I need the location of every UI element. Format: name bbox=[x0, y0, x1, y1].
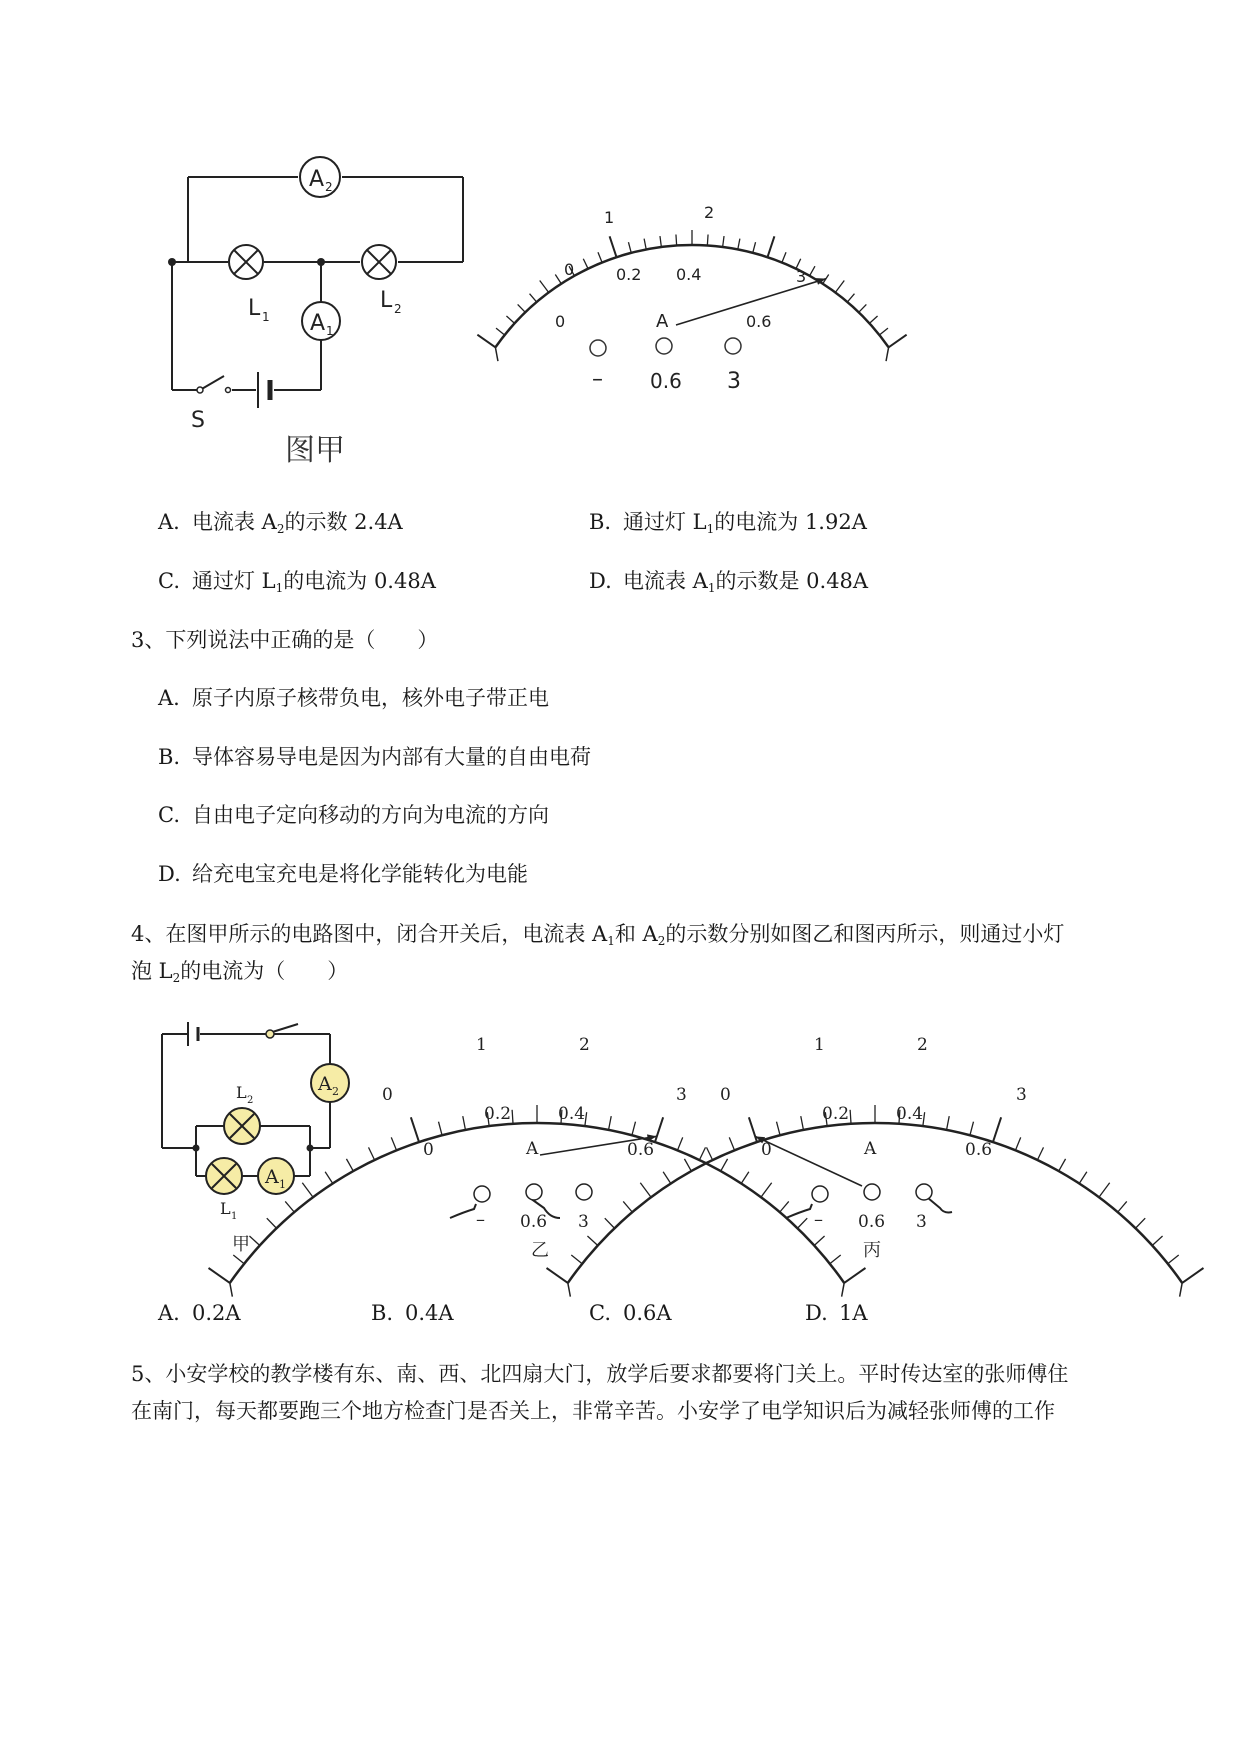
option-sub: 1 bbox=[707, 581, 716, 595]
meter2-terminal-label-neg: – bbox=[476, 1209, 485, 1230]
scale-tick bbox=[835, 280, 844, 292]
meter3-top-0: 0 bbox=[720, 1085, 731, 1105]
scale-end-cap bbox=[842, 1283, 845, 1297]
q4-option-a[interactable] bbox=[158, 1298, 241, 1328]
option-text: 通过灯 L bbox=[192, 569, 276, 593]
meter3-terminal-label-3: 3 bbox=[916, 1212, 927, 1232]
ammeter-a2-icon bbox=[311, 1064, 349, 1102]
meter3-terminal-3 bbox=[916, 1184, 932, 1200]
option-text: 0.6A bbox=[623, 1301, 672, 1325]
ammeter-dial-yi bbox=[380, 1028, 690, 1263]
meter2-top-3: 3 bbox=[676, 1085, 687, 1105]
option-text: 给充电宝充电是将化学能转化为电能 bbox=[192, 862, 528, 886]
meter1-unit: A bbox=[656, 311, 669, 332]
q3-option-d[interactable] bbox=[158, 859, 528, 889]
scale-tick bbox=[970, 1122, 974, 1136]
q4-stem-part: 的电流为（ ） bbox=[180, 959, 349, 983]
scale-tick bbox=[844, 1268, 865, 1283]
scale-tick bbox=[850, 1110, 851, 1124]
option-text: 原子内原子核带负电，核外电子带正电 bbox=[192, 686, 549, 710]
meter3-unit: A bbox=[864, 1139, 877, 1159]
meter2-terminal-06 bbox=[526, 1184, 542, 1200]
meter-needle bbox=[755, 1136, 862, 1186]
option-text: 通过灯 L bbox=[623, 510, 707, 534]
fig2-a2-label: A bbox=[318, 1073, 332, 1095]
meter2-bottom-06: 0.6 bbox=[627, 1140, 655, 1160]
scale-tick bbox=[530, 294, 537, 302]
scale-tick bbox=[889, 335, 907, 348]
fig2-l1-sub: 1 bbox=[231, 1211, 238, 1222]
scale-tick bbox=[947, 1116, 950, 1130]
scale-tick bbox=[749, 1117, 757, 1142]
scale-end-cap bbox=[1180, 1283, 1183, 1297]
scale-tick bbox=[879, 328, 888, 335]
q3-option-a[interactable] bbox=[158, 683, 549, 713]
scale-tick bbox=[598, 252, 602, 262]
meter1-bottom-0: 0 bbox=[555, 312, 566, 331]
scale-tick bbox=[411, 1117, 419, 1142]
option-letter: A. bbox=[158, 1301, 180, 1325]
scale-tick bbox=[810, 266, 815, 276]
meter1-top-0: 0 bbox=[564, 260, 575, 279]
lamp-l2-icon bbox=[224, 1108, 260, 1144]
q3-option-b[interactable] bbox=[158, 742, 591, 772]
scale-tick bbox=[632, 1122, 636, 1136]
q5-line2: 在南门，每天都要跑三个地方检查门是否关上，非常辛苦。小安学了电学知识后为减轻张师傅的工作 bbox=[131, 1399, 1055, 1423]
scale-tick bbox=[993, 1117, 1001, 1142]
scale-tick bbox=[782, 252, 786, 262]
meter1-terminal-3 bbox=[725, 338, 741, 354]
ammeter-dial-bing bbox=[718, 1028, 1038, 1263]
option-text-tail: 的电流为 0.48A bbox=[283, 569, 436, 593]
scale-tick bbox=[610, 236, 617, 257]
option-letter: A. bbox=[158, 686, 180, 710]
fig2-a1-sub: 1 bbox=[279, 1178, 286, 1191]
option-letter: D. bbox=[805, 1301, 828, 1325]
scale-end-cap bbox=[886, 347, 889, 361]
scale-tick bbox=[801, 1116, 804, 1130]
scale-tick bbox=[463, 1116, 466, 1130]
meter3-top-1: 1 bbox=[814, 1035, 825, 1055]
q3-option-c[interactable] bbox=[158, 800, 549, 830]
scale-tick bbox=[1152, 1236, 1162, 1245]
scale-tick bbox=[209, 1268, 230, 1283]
meter1-top-2: 2 bbox=[704, 203, 715, 222]
fig2-l2-label: L bbox=[236, 1083, 247, 1102]
scale-tick bbox=[859, 304, 867, 312]
scale-tick bbox=[1079, 1172, 1087, 1184]
scale-tick bbox=[1118, 1201, 1127, 1212]
q2-option-c[interactable] bbox=[158, 566, 436, 596]
fig2-l2-sub: 2 bbox=[247, 1095, 254, 1106]
meter1-terminal-label-3: 3 bbox=[727, 369, 741, 394]
q4-option-c[interactable] bbox=[589, 1298, 672, 1328]
meter1-terminal-06 bbox=[656, 338, 672, 354]
q4-stem-part: 和 A bbox=[614, 922, 658, 946]
scale-tick bbox=[847, 294, 854, 302]
meter1-bottom-06: 0.6 bbox=[746, 312, 772, 331]
meter1-terminal-label-06: 0.6 bbox=[650, 369, 682, 393]
scale-tick bbox=[707, 1147, 713, 1160]
fig2-caption-jia: 甲 bbox=[232, 1234, 250, 1255]
option-text: 1A bbox=[839, 1301, 868, 1325]
option-text: 自由电子定向移动的方向为电流的方向 bbox=[192, 803, 549, 827]
lamp-l1-icon bbox=[229, 245, 263, 279]
ammeter-dial-fig1 bbox=[555, 203, 830, 395]
a2-sub: 2 bbox=[325, 180, 333, 194]
meter2-top-2: 2 bbox=[579, 1035, 590, 1055]
scale-tick bbox=[1059, 1159, 1066, 1171]
a2-label: A bbox=[309, 167, 325, 192]
option-text: 导体容易导电是因为内部有大量的自由电荷 bbox=[192, 745, 591, 769]
scale-tick bbox=[677, 1137, 682, 1150]
meter3-caption: 丙 bbox=[863, 1240, 881, 1261]
fig2-a1-label: A bbox=[265, 1166, 279, 1188]
scale-tick bbox=[729, 1137, 734, 1150]
scale-tick bbox=[869, 316, 877, 323]
meter3-terminal-label-06: 0.6 bbox=[858, 1212, 886, 1232]
scale-arc bbox=[495, 245, 888, 347]
scale-tick bbox=[777, 1122, 781, 1136]
q2-option-d[interactable] bbox=[589, 566, 868, 596]
scale-tick bbox=[1182, 1268, 1203, 1283]
scale-tick bbox=[1037, 1147, 1043, 1160]
option-letter: B. bbox=[158, 745, 181, 769]
scale-tick bbox=[628, 242, 631, 253]
option-letter: B. bbox=[589, 510, 612, 534]
meter1-bottom-04: 0.4 bbox=[676, 265, 702, 284]
scale-tick bbox=[609, 1116, 612, 1130]
lamp-l2-icon bbox=[362, 245, 396, 279]
scale-tick bbox=[1015, 1137, 1020, 1150]
q2-option-a[interactable] bbox=[158, 507, 403, 537]
meter2-unit: A bbox=[526, 1139, 539, 1159]
scale-tick bbox=[923, 1112, 925, 1126]
meter3-terminal-label-neg: – bbox=[814, 1209, 823, 1230]
scale-tick bbox=[555, 274, 561, 283]
scale-tick bbox=[583, 259, 588, 269]
option-sub: 2 bbox=[276, 522, 285, 536]
q4-stem-sub: 2 bbox=[657, 934, 666, 948]
fig2-l1-label: L bbox=[220, 1199, 231, 1218]
circuit-diagram-fig1 bbox=[160, 150, 530, 480]
option-text-tail: 的示数是 0.48A bbox=[715, 569, 869, 593]
l2-sub: 2 bbox=[394, 302, 402, 316]
meter3-terminal-06 bbox=[864, 1184, 880, 1200]
option-text: 0.2A bbox=[192, 1301, 241, 1325]
lamp-l1-icon bbox=[206, 1158, 242, 1194]
meter3-terminal-neg bbox=[812, 1186, 828, 1202]
scale-end-cap bbox=[568, 1283, 571, 1297]
option-letter: C. bbox=[158, 803, 180, 827]
q4-stem-line2 bbox=[131, 956, 348, 986]
q4-stem-sub: 1 bbox=[607, 934, 615, 948]
l2-label: L bbox=[380, 288, 393, 313]
fig2-a2-sub: 2 bbox=[332, 1085, 339, 1098]
q4-stem-part: 的示数分别如图乙和图丙所示，则通过小灯 bbox=[665, 922, 1065, 946]
meter1-bottom-02: 0.2 bbox=[616, 265, 642, 284]
scale-tick bbox=[547, 1268, 568, 1283]
l1-sub: 1 bbox=[262, 310, 270, 324]
meter3-bottom-0: 0 bbox=[761, 1140, 772, 1160]
option-letter: D. bbox=[589, 569, 612, 593]
ammeter-a1-icon bbox=[302, 302, 340, 340]
q4-stem-line1 bbox=[131, 919, 1064, 949]
scale-tick bbox=[1135, 1218, 1145, 1228]
meter3-bottom-04: 0.4 bbox=[896, 1104, 924, 1124]
option-letter: C. bbox=[589, 1301, 611, 1325]
scale-tick bbox=[660, 236, 661, 247]
fig1-caption: 图甲 bbox=[285, 433, 345, 468]
meter2-caption: 乙 bbox=[531, 1240, 549, 1261]
meter2-top-0: 0 bbox=[382, 1085, 393, 1105]
l1-label: L bbox=[248, 296, 261, 321]
q2-option-b[interactable] bbox=[589, 507, 867, 537]
option-letter: B. bbox=[371, 1301, 394, 1325]
meter1-top-1: 1 bbox=[604, 208, 615, 227]
meter2-terminal-3 bbox=[576, 1184, 592, 1200]
a1-sub: 1 bbox=[326, 324, 334, 338]
meter2-top-1: 1 bbox=[476, 1035, 487, 1055]
q4-stem-sub: 2 bbox=[172, 971, 181, 985]
option-letter: C. bbox=[158, 569, 180, 593]
meter1-terminal-label-neg: – bbox=[592, 367, 603, 392]
meter3-bottom-02: 0.2 bbox=[822, 1104, 850, 1124]
option-text: 电流表 A bbox=[192, 510, 277, 534]
meter2-terminal-label-3: 3 bbox=[578, 1212, 589, 1232]
scale-tick bbox=[391, 1137, 396, 1150]
meter1-top-3: 3 bbox=[796, 267, 807, 286]
option-text: 0.4A bbox=[405, 1301, 454, 1325]
scale-end-cap bbox=[230, 1283, 233, 1297]
meter3-bottom-06: 0.6 bbox=[965, 1140, 993, 1160]
scale-tick bbox=[707, 235, 708, 246]
meter3-top-3: 3 bbox=[1016, 1085, 1027, 1105]
circuit-diagram-fig2 bbox=[150, 1018, 370, 1258]
ammeter-a2-icon bbox=[300, 157, 340, 197]
option-sub: 1 bbox=[275, 581, 284, 595]
q4-stem-part: 4、在图甲所示的电路图中，闭合开关后，电流表 A bbox=[131, 922, 608, 946]
option-letter: D. bbox=[158, 862, 181, 886]
scale-tick bbox=[676, 235, 677, 246]
q4-stem-part: 泡 L bbox=[131, 959, 173, 983]
q5-line1: 5、小安学校的教学楼有东、南、西、北四扇大门，放学后要求都要将门关上。平时传达室的张师傅住 bbox=[131, 1362, 1069, 1386]
meter3-top-2: 2 bbox=[917, 1035, 928, 1055]
scale-tick bbox=[655, 1117, 663, 1142]
meter2-bottom-02: 0.2 bbox=[484, 1104, 512, 1124]
scale-tick bbox=[540, 280, 549, 292]
q4-option-b[interactable] bbox=[371, 1298, 454, 1328]
scale-tick bbox=[767, 236, 774, 257]
option-sub: 1 bbox=[706, 522, 715, 536]
meter1-terminal-neg bbox=[590, 340, 606, 356]
option-text-tail: 的电流为 1.92A bbox=[714, 510, 867, 534]
q4-option-d[interactable] bbox=[805, 1298, 868, 1328]
switch-label: S bbox=[191, 408, 205, 433]
ammeter-a1-icon bbox=[258, 1158, 294, 1194]
scale-tick bbox=[439, 1122, 443, 1136]
scale-tick bbox=[738, 239, 740, 250]
scale-tick bbox=[1099, 1183, 1110, 1197]
scale-tick bbox=[1168, 1255, 1179, 1264]
meter2-bottom-0: 0 bbox=[423, 1140, 434, 1160]
option-text-tail: 的示数 2.4A bbox=[284, 510, 403, 534]
q3-stem: 3、下列说法中正确的是（ ） bbox=[131, 628, 439, 652]
option-text: 电流表 A bbox=[623, 569, 708, 593]
meter2-terminal-label-06: 0.6 bbox=[520, 1212, 548, 1232]
scale-tick bbox=[512, 1110, 513, 1124]
scale-tick bbox=[644, 239, 646, 250]
meter2-terminal-neg bbox=[474, 1186, 490, 1202]
scale-tick bbox=[753, 242, 756, 253]
scale-tick bbox=[699, 1147, 705, 1160]
meter2-bottom-04: 0.4 bbox=[558, 1104, 586, 1124]
scale-tick bbox=[723, 236, 724, 247]
a1-label: A bbox=[310, 311, 326, 336]
option-letter: A. bbox=[158, 510, 180, 534]
scale-tick bbox=[585, 1112, 587, 1126]
